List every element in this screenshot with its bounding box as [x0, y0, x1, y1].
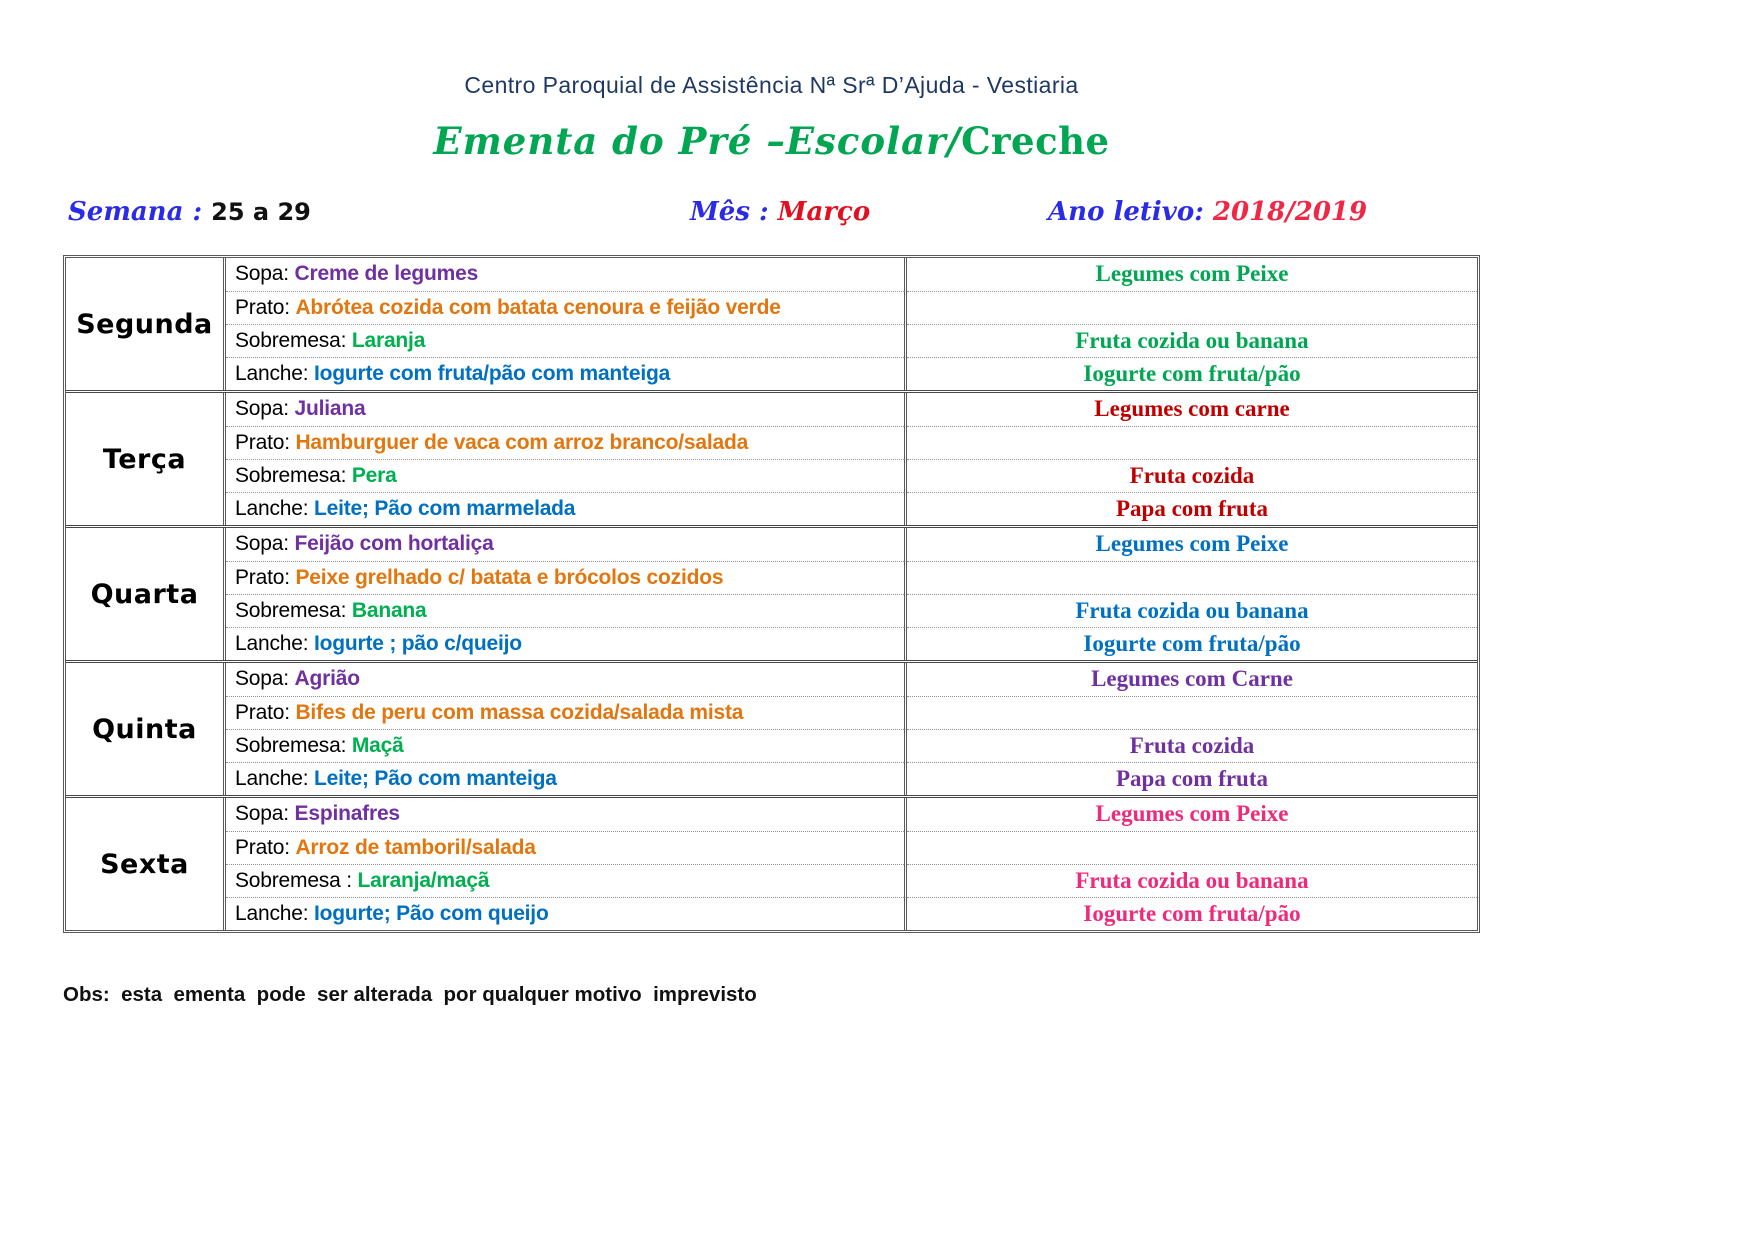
day-name: Segunda: [76, 308, 213, 340]
creche-item: Legumes com Carne: [1091, 666, 1293, 691]
meal-value: Bifes de peru com massa cozida/salada mista: [295, 701, 744, 724]
menu-row-prato: [226, 291, 904, 324]
meal-label: Prato:: [235, 431, 290, 454]
menu-row-sopa: [226, 393, 904, 426]
creche-column: [904, 798, 1477, 930]
meal-value: Agrião: [294, 667, 360, 690]
creche-column: [904, 663, 1477, 795]
menu-table: [63, 255, 1480, 933]
meal-label: Prato:: [235, 836, 290, 859]
creche-item: [907, 426, 1477, 459]
day-name-cell: [66, 663, 226, 795]
meal-label: Prato:: [235, 701, 290, 724]
month-field: [690, 197, 870, 227]
year-value: 2018/2019: [1212, 197, 1368, 227]
menu-row-prato: [226, 561, 904, 594]
menu-row-sobremesa: [226, 864, 904, 897]
creche-column: [904, 258, 1477, 390]
month-value: Março: [777, 197, 871, 227]
menu-row-prato: [226, 831, 904, 864]
menu-column: [226, 663, 904, 795]
week-field: [68, 197, 311, 227]
creche-item: [907, 561, 1477, 594]
meal-value: Laranja/maçã: [357, 869, 490, 892]
day-name-cell: [66, 528, 226, 660]
menu-row-lanche: [226, 627, 904, 660]
meal-label: Prato:: [235, 296, 290, 319]
creche-item: Fruta cozida: [907, 459, 1477, 492]
creche-item: Fruta cozida: [907, 729, 1477, 762]
meal-label: Lanche:: [235, 632, 309, 655]
day-block-segunda: [66, 258, 1477, 390]
meal-label: Sobremesa:: [235, 464, 347, 487]
footer-note: Obs: esta ementa pode ser alterada por qualquer motivo imprevisto: [63, 983, 757, 1006]
menu-row-lanche: [226, 357, 904, 390]
info-bar: [63, 197, 1480, 239]
creche-item: Legumes com Peixe: [1095, 801, 1289, 826]
creche-item: [907, 696, 1477, 729]
creche-item: [907, 831, 1477, 864]
day-name-cell: [66, 798, 226, 930]
document-content: [63, 0, 1480, 1007]
meal-label: Sopa:: [235, 532, 289, 555]
creche-item: Papa com fruta: [907, 492, 1477, 525]
creche-item: Fruta cozida ou banana: [907, 864, 1477, 897]
meal-value: Espinafres: [294, 802, 400, 825]
day-name-cell: [66, 393, 226, 525]
creche-item: Legumes com Peixe: [1095, 261, 1289, 286]
meal-value: Abrótea cozida com batata cenoura e feijão verde: [295, 296, 781, 319]
meal-value: Juliana: [294, 397, 366, 420]
meal-label: Prato:: [235, 566, 290, 589]
meal-label: Sobremesa:: [235, 734, 347, 757]
meal-value: Maçã: [351, 734, 404, 757]
day-name: Quarta: [90, 578, 199, 610]
menu-title-main: Ementa do Pré –Escolar/: [433, 119, 962, 163]
organization-title: Centro Paroquial de Assistência Nª Srª D’Ajuda - Vestiaria: [464, 72, 1079, 98]
meal-value: Hamburguer de vaca com arroz branco/salada: [295, 431, 749, 454]
meal-value: Leite; Pão com manteiga: [313, 767, 557, 790]
day-block-quinta: [66, 660, 1477, 795]
meal-label: Lanche:: [235, 497, 309, 520]
day-block-quarta: [66, 525, 1477, 660]
day-name-cell: [66, 258, 226, 390]
day-name: Quinta: [92, 713, 197, 745]
menu-title: [63, 119, 1480, 163]
meal-label: Sopa:: [235, 262, 289, 285]
meal-value: Iogurte; Pão com queijo: [313, 902, 549, 925]
creche-item: [907, 291, 1477, 324]
week-label: Semana :: [68, 197, 203, 227]
menu-row-sobremesa: [226, 594, 904, 627]
creche-item: Iogurte com fruta/pão: [907, 627, 1477, 660]
meal-label: Sobremesa:: [235, 599, 347, 622]
menu-column: [226, 258, 904, 390]
year-field: [1048, 197, 1367, 227]
menu-row-lanche: [226, 897, 904, 930]
menu-row-prato: [226, 696, 904, 729]
meal-label: Sopa:: [235, 802, 289, 825]
creche-item: Fruta cozida ou banana: [907, 594, 1477, 627]
day-name: Terça: [102, 443, 187, 475]
meal-label: Sobremesa:: [235, 329, 347, 352]
meal-value: Pera: [351, 464, 397, 487]
meal-value: Feijão com hortaliça: [294, 532, 494, 555]
creche-item: Legumes com carne: [1094, 396, 1290, 421]
creche-item: Papa com fruta: [907, 762, 1477, 795]
meal-value: Leite; Pão com marmelada: [313, 497, 576, 520]
creche-item: Fruta cozida ou banana: [907, 324, 1477, 357]
menu-row-lanche: [226, 492, 904, 525]
menu-row-prato: [226, 426, 904, 459]
meal-value: Arroz de tamboril/salada: [295, 836, 536, 859]
menu-row-sopa: [226, 258, 904, 291]
meal-label: Lanche:: [235, 362, 309, 385]
creche-item: Iogurte com fruta/pão: [907, 357, 1477, 390]
meal-label: Sopa:: [235, 667, 289, 690]
creche-item: Legumes com Peixe: [1095, 531, 1289, 556]
meal-label: Sobremesa :: [235, 869, 352, 892]
menu-title-suffix: Creche: [961, 119, 1110, 163]
meal-value: Iogurte ; pão c/queijo: [313, 632, 522, 655]
meal-value: Banana: [351, 599, 427, 622]
week-value: 25 a 29: [211, 198, 311, 226]
menu-column: [226, 528, 904, 660]
menu-column: [226, 393, 904, 525]
meal-value: Laranja: [351, 329, 426, 352]
meal-value: Creme de legumes: [294, 262, 479, 285]
creche-column: [904, 528, 1477, 660]
month-label: Mês :: [690, 197, 769, 227]
menu-row-sobremesa: [226, 324, 904, 357]
meal-label: Lanche:: [235, 767, 309, 790]
meal-label: Sopa:: [235, 397, 289, 420]
menu-row-lanche: [226, 762, 904, 795]
meal-label: Lanche:: [235, 902, 309, 925]
day-name: Sexta: [100, 848, 189, 880]
menu-row-sopa: [226, 798, 904, 831]
creche-item: Iogurte com fruta/pão: [907, 897, 1477, 930]
menu-row-sobremesa: [226, 729, 904, 762]
menu-row-sobremesa: [226, 459, 904, 492]
day-block-terca: [66, 390, 1477, 525]
creche-column: [904, 393, 1477, 525]
year-label: Ano letivo:: [1048, 197, 1204, 227]
menu-column: [226, 798, 904, 930]
meal-value: Peixe grelhado c/ batata e brócolos cozidos: [295, 566, 724, 589]
meal-value: Iogurte com fruta/pão com manteiga: [313, 362, 671, 385]
menu-row-sopa: [226, 528, 904, 561]
menu-row-sopa: [226, 663, 904, 696]
day-block-sexta: [66, 795, 1477, 930]
